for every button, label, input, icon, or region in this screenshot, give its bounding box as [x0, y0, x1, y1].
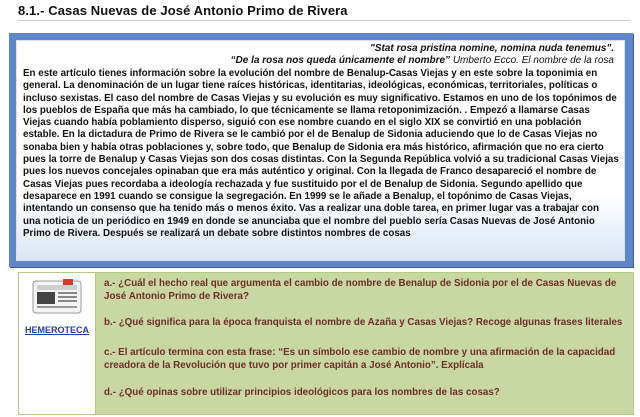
quote-spanish: “De la rosa nos queda únicamente el nombre” [230, 55, 451, 66]
page-title: 8.1.- Casas Nuevas de José Antonio Primo de Rivera [18, 3, 348, 18]
article-panel [9, 33, 633, 267]
article-text: En este artículo tienes información sobre la evolución del nombre de Benalup-Casas Viejas y en este sobre la toponimia en general. La denominación de un lugar tiene raíces históricas, identitarias, ideológicas, económicas, territoriales, políticas o incluso sexistas. El caso del nombre de Casas Viejas y su evolución es muy significativo. Estamos en uno de los topónimos de los pueblos de España que más ha cambiado, lo que técnicamente se llama retoponimización. . Empezó a llamarse Casas Viejas cuando había poblamiento disperso, siguió con ese nombre cuando en el siglo XIX se convirtió en una población estable. En la dictadura de Primo de Rivera se le cambió por el de Benalup de Sidonia aduciendo que lo de Casas Viejas no sonaba bien y había otras poblaciones y, sobre todo, que Benalup de Sidonia era más histórico, afirmación que no era cierto pues la torre de Benalup y Casas Viejas son dos cosas distintas. Con la Segunda República volvió a su tradicional Casas Viejas pues los nuevos concejales opinaban que era más auténtico y original. Con la llegada de Franco desapareció el nombre de Casas Viejas pues recordaba a ideología rechazada y fue sustituido por el de Benalup de Sidonia. Segundo apellido que desaparece en 1991 cuando se consigue la segregación. En 1999 se le añade a Benalup, el topónimo de Casas Viejas, intentando un consenso que ha tenido más o menos éxito. Vas a realizar una doble tarea, en primer lugar vas a trabajar con una noticia de un periódico en 1949 en donde se anunciaba que el nombre del pueblo sería Casas Nuevas de José Antonio Primo de Rivera. Después se realizará un debate sobre distintos nombres de cosas [23, 68, 619, 239]
title-divider [18, 20, 630, 21]
hemeroteca-link[interactable]: HEMEROTECA [25, 325, 90, 335]
newspaper-icon[interactable] [31, 277, 83, 317]
quote-translation [231, 55, 614, 66]
quote-source: Umberto Ecco. El nombre de la rosa [452, 55, 614, 66]
quote-latin: "Stat rosa pristina nomine, nomina nuda tenemus". [370, 43, 614, 54]
article-inner [16, 40, 625, 261]
question-b: b.- ¿Qué significa para la época franquista el nombre de Azaña y Casas Viejas? Recoge algunas frases literales [104, 317, 623, 328]
resource-cell [19, 273, 96, 414]
question-d: d.- ¿Qué opinas sobre utilizar principios ideológicos para los nombres de las cosas? [104, 387, 500, 398]
task-table [18, 272, 634, 415]
question-a: a.- ¿Cuál el hecho real que argumenta el cambio de nombre de Benalup de Sidonia por el de Casas Nuevas de José Antonio Primo de Rivera? [104, 278, 617, 302]
question-c: c.- El artículo termina con esta frase: “Es un símbolo ese cambio de nombre y una afirmación de la capacidad creadora de la Revolución que tuvo por primer capitán a José Antonio”. Explícala [104, 347, 616, 371]
questions-cell [96, 273, 633, 414]
